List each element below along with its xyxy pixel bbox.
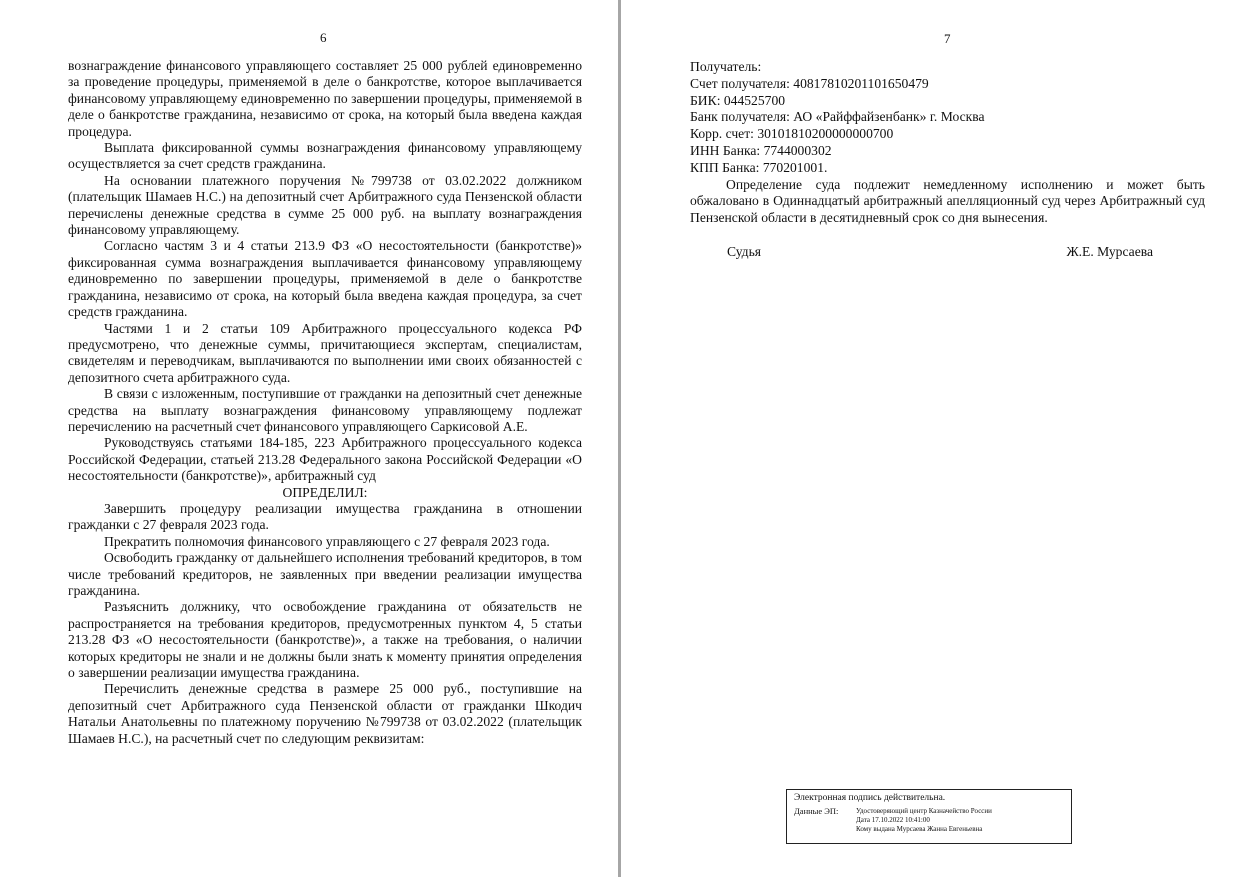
- ruling-item: Прекратить полномочия финансового управляющего с 27 февраля 2023 года.: [104, 533, 550, 549]
- ruling-item: Освободить гражданку от дальнейшего исполнения требований кредиторов, в том числе требований кредиторов, не заявленных при введении реализации имущества гражданина.: [68, 550, 582, 598]
- judge-signature-line: [727, 244, 1153, 260]
- e-signature-stamp: [786, 789, 1072, 844]
- payment-detail: КПП Банка: 770201001.: [690, 159, 828, 175]
- paragraph: В связи с изложенным, поступившие от гражданки на депозитный счет денежные средства на выплату вознаграждения финансовому управляющему подлежат перечислению на расчетный счет финансового управляющего Саркисовой А.Е.: [68, 386, 582, 434]
- appeal-paragraph: Определение суда подлежит немедленному исполнению и может быть обжаловано в Одиннадцатый арбитражный апелляционный суд через Арбитражный суд Пензенской области в десятидневный срок со дня вынесения.: [690, 176, 1205, 226]
- judge-name: Ж.Е. Мурсаева: [1066, 244, 1153, 259]
- paragraph: вознаграждение финансового управляющего составляет 25 000 рублей единовременно за проведение процедуры, применяемой в деле о банкротстве, которое выплачивается финансовому управляющему единовременно по завершении процедуры, применяемой в деле о банкротстве гражданина, независимо от срока, на который была введена каждая процедура.: [68, 58, 582, 139]
- e-signature-date: Дата 17.10.2022 10:41:00: [856, 816, 930, 824]
- right-page-text: [690, 59, 1205, 227]
- right-page-number: 7: [944, 31, 951, 46]
- page-divider: [618, 0, 621, 877]
- paragraph: Выплата фиксированной суммы вознаграждения финансовому управляющему осуществляется за счет средств гражданина.: [68, 140, 582, 172]
- payment-detail: Банк получателя: АО «Райффайзенбанк» г. Москва: [690, 109, 985, 125]
- payment-detail: ИНН Банка: 7744000302: [690, 142, 832, 158]
- e-signature-owner: Кому выдана Мурсаева Жанна Евгеньевна: [856, 825, 983, 833]
- paragraph: Частями 1 и 2 статьи 109 Арбитражного процессуального кодекса РФ предусмотрено, что денежные суммы, причитающиеся экспертам, специалистам, свидетелям и переводчикам, выплачиваются по выполнении ими своих обязанностей с депозитного счета арбитражного суда.: [68, 320, 582, 385]
- e-signature-label: Данные ЭП:: [794, 806, 839, 816]
- payment-detail: БИК: 044525700: [690, 92, 786, 108]
- payment-detail: Корр. счет: 30101810200000000700: [690, 126, 894, 142]
- left-page-number: 6: [320, 30, 327, 45]
- paragraph: На основании платежного поручения №799738 от 03.02.2022 должником (плательщик Шамаев Н.С.) на депозитный счет Арбитражного суда Пензенской области перечислены денежные средства в сумме 25 000 руб. на выплату вознаграждения финансовому управляющему.: [68, 172, 582, 238]
- payment-detail: Получатель:: [690, 59, 762, 74]
- ruling-item: Завершить процедуру реализации имущества гражданина в отношении гражданки с 27 февраля 2023 года.: [68, 500, 582, 533]
- ruling-item: Разъяснить должнику, что освобождение гражданина от обязательств не распространяется на требования кредиторов, предусмотренных пунктом 4, 5 статьи 213.28 ФЗ «О несостоятельности (банкротстве)», а также на требования, о наличии которых кредиторы не знали и не должны были знать к моменту принятия определения о завершении реализации имущества гражданина.: [68, 599, 582, 681]
- paragraph: Согласно частям 3 и 4 статьи 213.9 ФЗ «О несостоятельности (банкротстве)» фиксированная сумма вознаграждения выплачивается финансовому управляющему единовременно по завершении процедуры, применяемой в деле о банкротстве гражданина, независимо от срока, на который была введена каждая процедура, за счет средств гражданина.: [68, 238, 582, 320]
- ruling-heading: ОПРЕДЕЛИЛ:: [282, 484, 368, 500]
- payment-detail: Счет получателя: 40817810201101650479: [690, 75, 929, 91]
- left-page-text: [68, 58, 582, 747]
- ruling-item: Перечислить денежные средства в размере 25 000 руб., поступившие на депозитный счет Арбитражного суда Пензенской области от гражданки Шкодич Натальи Анатольевны по платежному поручению №799738 от 03.02.2022 (плательщик Шамаев Н.С.), на расчетный счет по следующим реквизитам:: [68, 681, 582, 746]
- paragraph: Руководствуясь статьями 184-185, 223 Арбитражного процессуального кодекса Российской Федерации, статьей 213.28 Федерального закона Российской Федерации «О несостоятельности (банкротстве)», арбитражный суд: [68, 435, 582, 484]
- e-signature-center: Удостоверяющий центр Казначейство России: [856, 807, 992, 815]
- judge-title: Судья: [727, 244, 762, 259]
- e-signature-header: Электронная подпись действительна.: [794, 793, 946, 803]
